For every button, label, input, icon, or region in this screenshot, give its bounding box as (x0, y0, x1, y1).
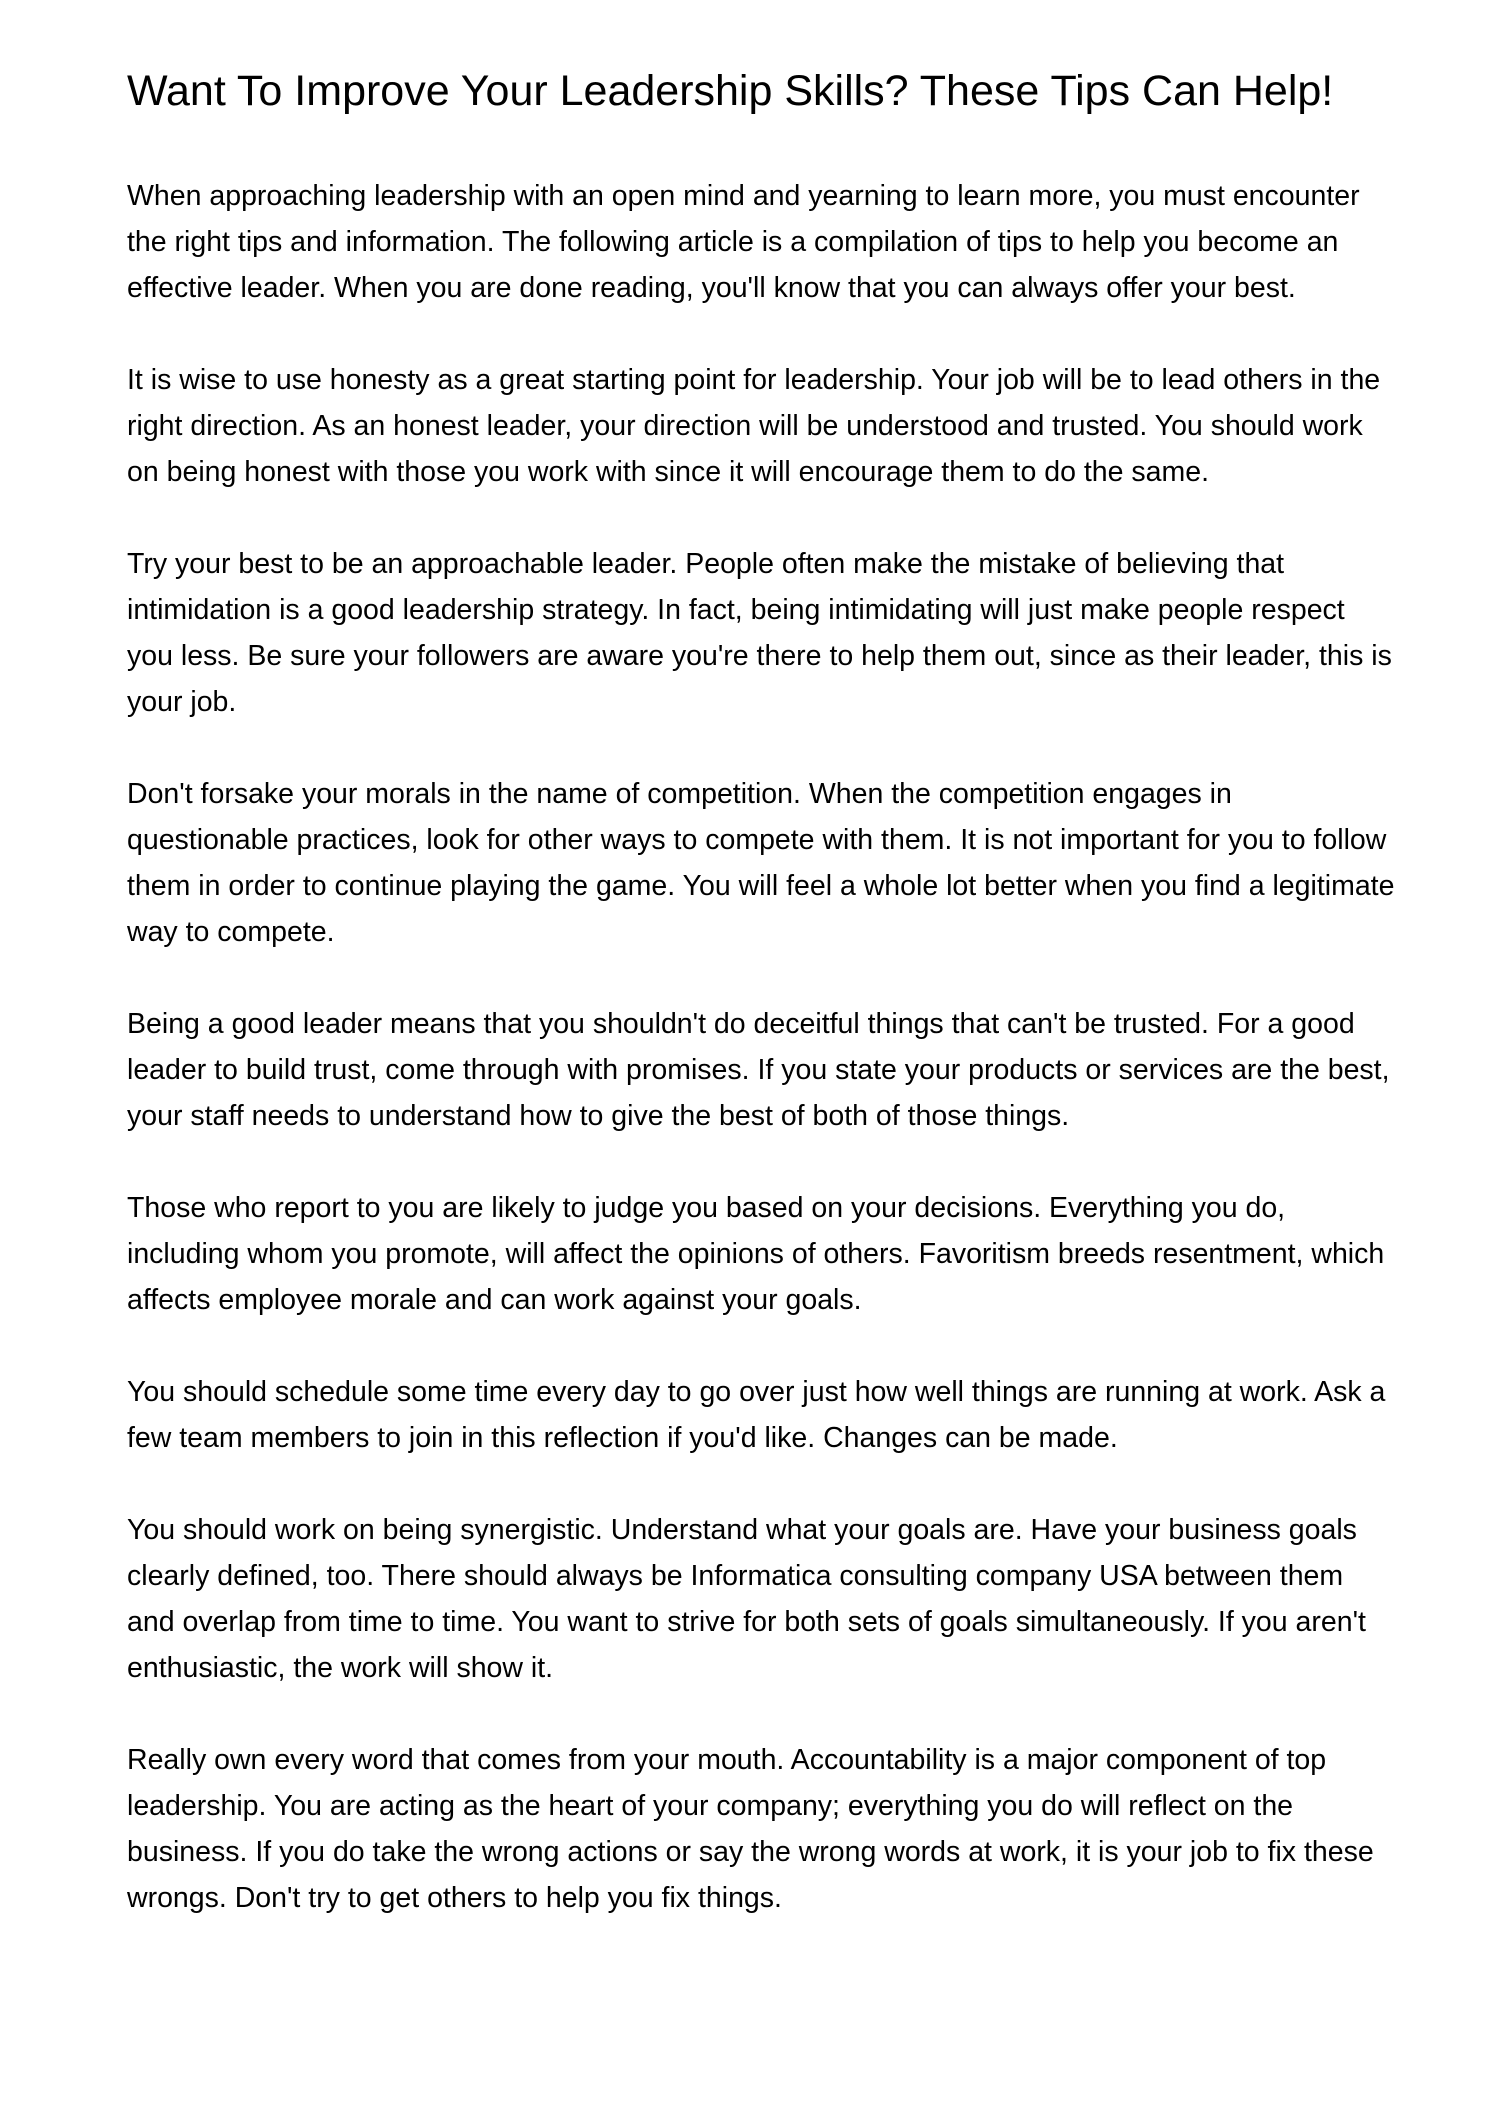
paragraph-9: Really own every word that comes from your mouth. Accountability is a major component of top leadership. You are acting as the heart of your company; everything you do will reflect on the business. If you do take the wrong actions or say the wrong words at work, it is your job to fix these wrongs. Don't try to get others to help you fix things. (127, 1744, 1374, 1914)
paragraph-1: When approaching leadership with an open mind and yearning to learn more, you must encounter the right tips and information. The following article is a compilation of tips to help you become an effective leader. When you are done reading, you'll know that you can always offer your best. (127, 180, 1360, 304)
document-body (127, 173, 1397, 1921)
paragraph-5: Being a good leader means that you shouldn't do deceitful things that can't be trusted. For a good leader to build trust, come through with promises. If you state your products or services are the best, your staff needs to understand how to give the best of both of those things. (127, 1008, 1390, 1132)
paragraph-6: Those who report to you are likely to judge you based on your decisions. Everything you do, including whom you promote, will affect the opinions of others. Favoritism breeds resentment, which affects employee morale and can work against your goals. (127, 1192, 1385, 1316)
paragraph-4: Don't forsake your morals in the name of competition. When the competition engages in questionable practices, look for other ways to compete with them. It is not important for you to follow them in order to continue playing the game. You will feel a whole lot better when you find a legitimate way to compete. (127, 778, 1395, 948)
document-title: Want To Improve Your Leadership Skills? These Tips Can Help! (127, 67, 1334, 115)
paragraph-8: You should work on being synergistic. Understand what your goals are. Have your business goals clearly defined, too. There should always be Informatica consulting company USA between them and overlap from time to time. You want to strive for both sets of goals simultaneously. If you aren't enthusiastic, the work will show it. (127, 1514, 1366, 1684)
paragraph-2: It is wise to use honesty as a great starting point for leadership. Your job will be to lead others in the right direction. As an honest leader, your direction will be understood and trusted. You should work on being honest with those you work with since it will encourage them to do the same. (127, 364, 1381, 488)
paragraph-7: You should schedule some time every day to go over just how well things are running at work. Ask a few team members to join in this reflection if you'd like. Changes can be made. (127, 1376, 1386, 1454)
document-page (127, 67, 1397, 1967)
paragraph-3: Try your best to be an approachable leader. People often make the mistake of believing that intimidation is a good leadership strategy. In fact, being intimidating will just make people respect you less. Be sure your followers are aware you're there to help them out, since as their leader, this is your job. (127, 548, 1392, 718)
